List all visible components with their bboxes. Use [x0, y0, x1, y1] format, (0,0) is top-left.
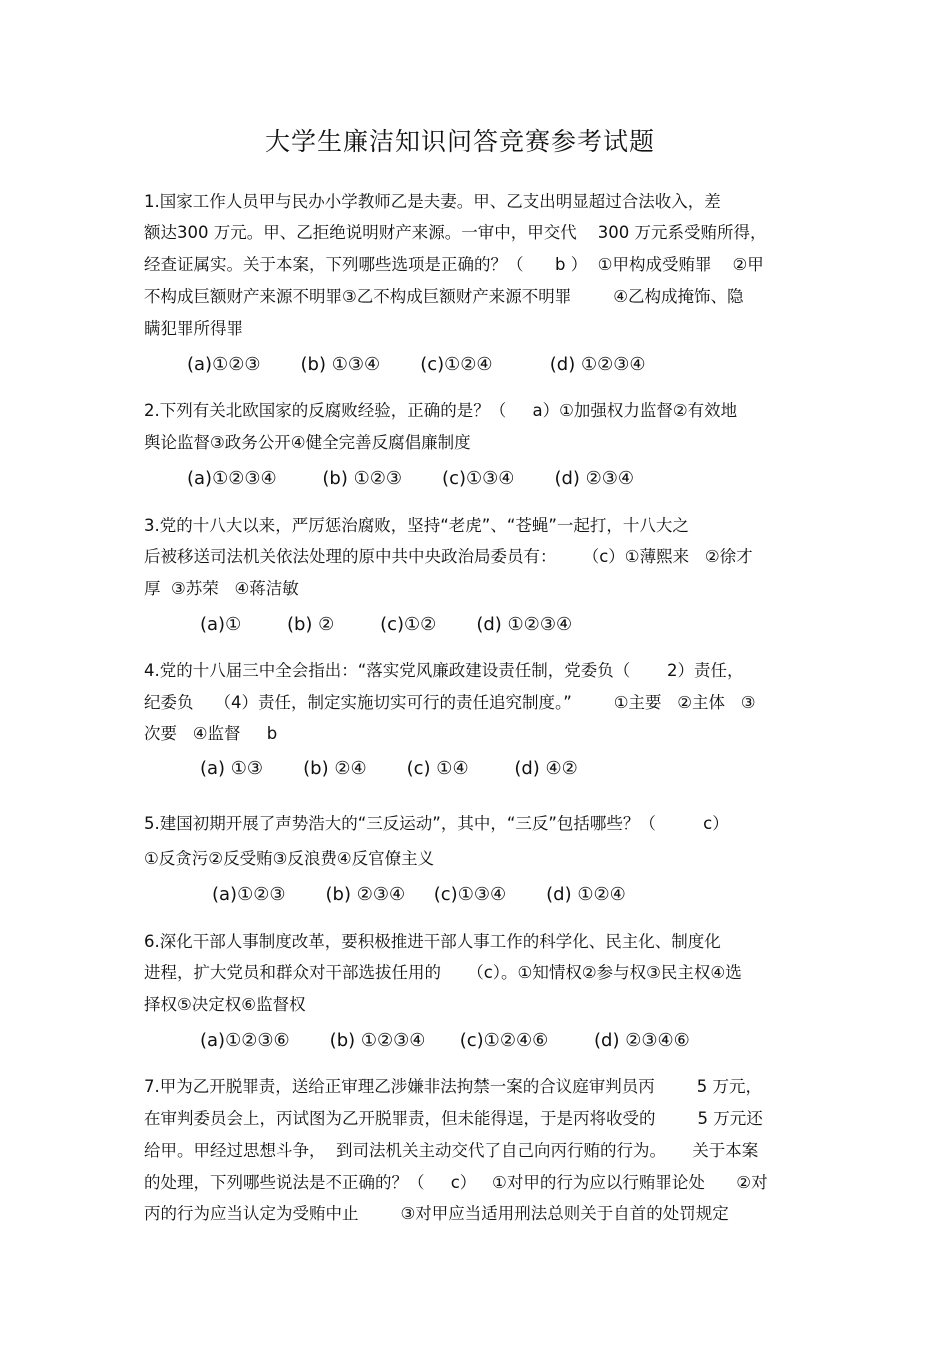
question-text-line: 不构成巨额财产来源不明罪③乙不构成巨额财产来源不明罪 ④乙构成掩饰、隐 — [144, 287, 744, 306]
question-text-line: 舆论监督③政务公开④健全完善反腐倡廉制度 — [144, 433, 471, 452]
question-text-line: 3.党的十八大以来，严厉惩治腐败，坚持“老虎”、“苍蝇”一起打，十八大之 — [144, 516, 689, 535]
question-text-line: 1.国家工作人员甲与民办小学教师乙是夫妻。甲、乙支出明显超过合法收入，差 — [144, 192, 721, 211]
question-text-line: 在审判委员会上，丙试图为乙开脱罪责，但未能得逞，于是丙将收受的 5 万元还 — [144, 1109, 763, 1128]
question-text-line: 进程，扩大党员和群众对干部选拔任用的 （c）。①知情权②参与权③民主权④选 — [144, 963, 742, 982]
question-text-line: 额达300 万元。甲、乙拒绝说明财产来源。一审中，甲交代 300 万元系受贿所得， — [144, 223, 767, 242]
question-text-line: 厚 ③苏荣 ④蒋洁敏 — [144, 579, 299, 598]
question-text-line: 后被移送司法机关依法处理的原中共中央政治局委员有： （c）①薄熙来 ②徐才 — [144, 547, 753, 566]
answer-options: (a)①②③④ (b) ①②③ (c)①③④ (d) ②③④ — [187, 468, 635, 489]
question-text-line: 7.甲为乙开脱罪责，送给正审理乙涉嫌非法拘禁一案的合议庭审判员丙 5 万元， — [144, 1077, 762, 1096]
question-text-line: 丙的行为应当认定为受贿中止 ③对甲应当适用刑法总则关于自首的处罚规定 — [144, 1204, 729, 1223]
question-text-line: ①反贪污②反受贿③反浪费④反官僚主义 — [144, 849, 435, 868]
answer-options: (a)① (b) ② (c)①② (d) ①②③④ — [200, 614, 573, 635]
answer-options: (a)①②③ (b) ①③④ (c)①②④ (d) ①②③④ — [187, 354, 646, 375]
question-text-line: 经查证属实。关于本案，下列哪些选项是正确的？（ b ） ①甲构成受贿罪 ②甲 — [144, 255, 764, 274]
question-text-line: 5.建国初期开展了声势浩大的“三反运动”，其中，“三反”包括哪些？（ c） — [144, 814, 729, 833]
answer-options: (a) ①③ (b) ②④ (c) ①④ (d) ④② — [200, 758, 578, 779]
question-text-line: 6.深化干部人事制度改革，要积极推进干部人事工作的科学化、民主化、制度化 — [144, 932, 721, 951]
page-title: 大学生廉洁知识问答竞赛参考试题 — [264, 127, 655, 156]
question-text-line: 4.党的十八届三中全会指出：“落实党风廉政建设责任制，党委负（ 2）责任， — [144, 661, 744, 680]
question-text-line: 2.下列有关北欧国家的反腐败经验，正确的是？（ a）①加强权力监督②有效地 — [144, 401, 738, 420]
answer-options: (a)①②③ (b) ②③④ (c)①③④ (d) ①②④ — [212, 884, 626, 905]
question-text-line: 的处理，下列哪些说法是不正确的？（ c） ①对甲的行为应以行贿罪论处 ②对 — [144, 1173, 768, 1192]
question-text-line: 择权⑤决定权⑥监督权 — [144, 995, 306, 1014]
question-text-line: 瞒犯罪所得罪 — [144, 319, 243, 338]
question-text-line: 给甲。甲经过思想斗争， 到司法机关主动交代了自己向丙行贿的行为。 关于本案 — [144, 1141, 759, 1160]
question-text-line: 次要 ④监督 b — [144, 724, 278, 743]
question-text-line: 纪委负 （4）责任，制定实施切实可行的责任追究制度。” ①主要 ②主体 ③ — [144, 693, 756, 712]
answer-options: (a)①②③⑥ (b) ①②③④ (c)①②④⑥ (d) ②③④⑥ — [200, 1030, 690, 1051]
